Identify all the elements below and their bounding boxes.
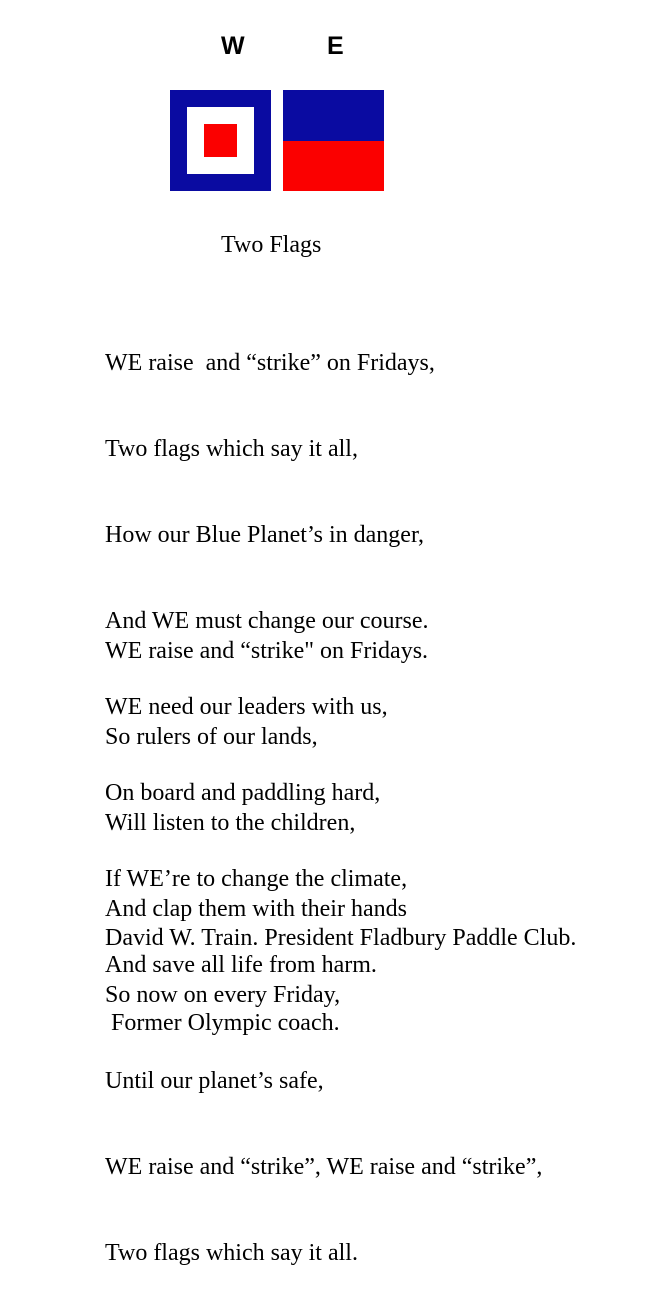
poem-line: Will listen to the children, (105, 810, 356, 836)
poem-title: Two Flags (221, 232, 322, 258)
poem-line: And WE must change our course. (105, 608, 429, 634)
poem-line: Two flags which say it all. (105, 1240, 358, 1266)
poem-line: So now on every Friday, (105, 982, 341, 1008)
poem-line: WE raise and “strike”, WE raise and “strike”, (105, 1154, 543, 1180)
poem-line: WE raise and “strike" on Fridays. (105, 638, 429, 664)
flag-e-blue-half (283, 90, 384, 141)
poem-line: And save all life from harm. (105, 952, 377, 978)
poem-line: If WE’re to change the climate, (105, 866, 408, 892)
poem-line: And clap them with their hands (105, 896, 407, 922)
poem-line: On board and paddling hard, (105, 780, 381, 806)
signature-line-name: David W. Train. President Fladbury Paddle Club. (105, 925, 577, 951)
flag-letter-w: W (221, 32, 245, 60)
poem-line: So rulers of our lands, (105, 724, 318, 750)
signal-flag-w (170, 90, 271, 191)
poem-line: WE need our leaders with us, (105, 694, 388, 720)
signal-flag-e (283, 90, 384, 191)
flag-w-red-center (204, 124, 237, 157)
poem-line: How our Blue Planet’s in danger, (105, 522, 424, 548)
flag-e-red-half (283, 141, 384, 191)
flag-letter-e: E (327, 32, 344, 60)
poem-line: WE raise and “strike” on Fridays, (105, 350, 435, 376)
poem-line: Until our planet’s safe, (105, 1068, 324, 1094)
signature-line-title: Former Olympic coach. (105, 1010, 340, 1036)
signature (105, 869, 576, 1066)
poem-line: Two flags which say it all, (105, 436, 358, 462)
